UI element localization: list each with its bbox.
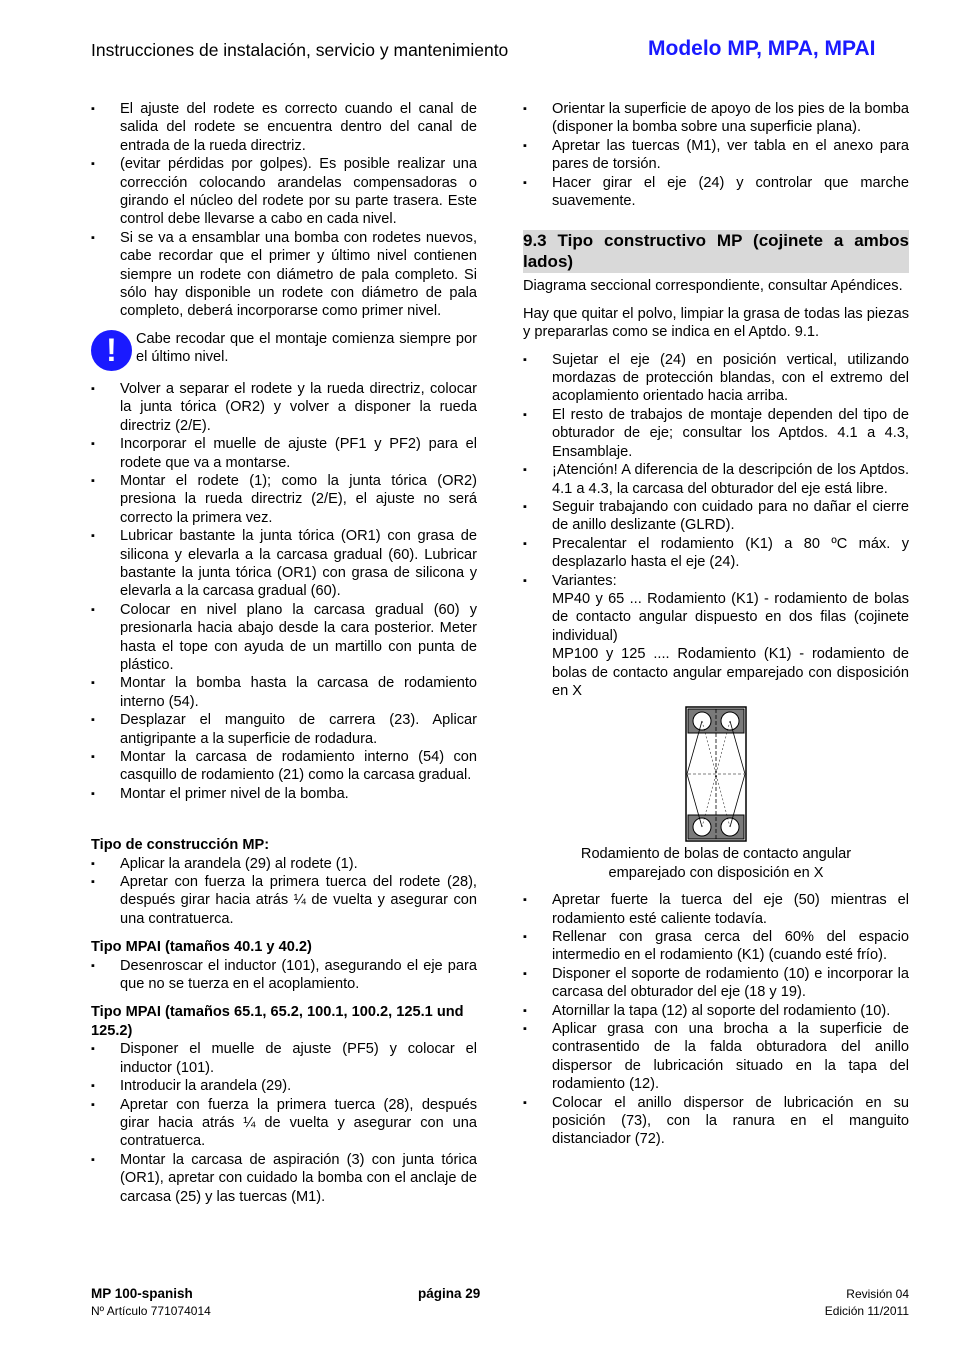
list-item-variants (523, 572, 909, 701)
list-item: ▪ Incorporar el muelle de ajuste (PF1 y PF2) para el rodete que va a montarse. (91, 435, 477, 472)
list-orient (523, 100, 909, 210)
footer-article: Nº Artículo 771074014 (91, 1304, 211, 1318)
model-title: Modelo MP, MPA, MPAI (648, 37, 876, 60)
list-item: ▪ Rellenar con grasa cerca del 60% del espacio intermedio en el rodamiento (K1) (cuando esté frío). (523, 928, 909, 965)
list-item: ▪ Apretar con fuerza la primera tuerca (28), después girar hacia atrás ¼ de vuelta y asegurar con una contratuerca. (91, 1096, 477, 1151)
list-item: ▪ Volver a separar el rodete y la rueda directriz, colocar la junta tórica (OR2) y volver a disponer la rueda directriz (2/E). (91, 380, 477, 435)
list-item: ▪ Desplazar el manguito de carrera (23). Aplicar antigripante a la superficie de rodadura. (91, 711, 477, 748)
header-title: Instrucciones de instalación, servicio y mantenimiento (91, 40, 509, 60)
list-item: ▪ (evitar pérdidas por golpes). Es posible realizar una corrección colocando arandelas compensadoras o girando el núcleo del rodete por su parte trasera. Este control debe llevarse a cabo en cada nivel. (91, 155, 477, 229)
list-item: ▪ Desenroscar el inductor (101), asegurando el eje para que no se tuerza en el acoplamiento. (91, 957, 477, 994)
list-item: ▪ Hacer girar el eje (24) y controlar que marche suavemente. (523, 174, 909, 211)
list-item: ▪ Montar el rodete (1); como la junta tórica (OR2) presiona la rueda directriz (2/E), el ajuste no será correcto la primera vez. (91, 472, 477, 527)
note-text: Cabe recodar que el montaje comienza siempre por el último nivel. (136, 330, 477, 366)
section-title: 9.3 Tipo constructivo MP (cojinete a ambos lados) (523, 231, 909, 272)
footer-doc: MP 100-spanish (91, 1286, 193, 1301)
list-item: ▪ Seguir trabajando con cuidado para no dañar el cierre de anillo deslizante (GLRD). (523, 498, 909, 535)
list-item: ▪ Apretar con fuerza la primera tuerca del rodete (28), después girar hacia atrás ¼ de vuelta y asegurar con una contratuerca. (91, 873, 477, 928)
list-item: ▪ Montar la carcasa de aspiración (3) con junta tórica (OR1), apretar con cuidado la bomba con el anclaje de carcasa (25) y las tuercas (M1). (91, 1151, 477, 1206)
list-item: ▪ Montar la bomba hasta la carcasa de rodamiento interno (54). (91, 674, 477, 711)
list-item: ▪ ¡Atención! A diferencia de la descripción de los Aptdos. 4.1 a 4.3, la carcasa del obturador del eje está libre. (523, 461, 909, 498)
right-column (523, 100, 909, 1149)
list-item: ▪ Precalentar el rodamiento (K1) a 80 ºC máx. y desplazarlo hasta el eje (24). (523, 535, 909, 572)
footer-page: página 29 (418, 1286, 481, 1301)
list-final (523, 891, 909, 1149)
footer-revision: Revisión 04 (846, 1287, 909, 1301)
list-mpai-1 (91, 957, 477, 994)
list-item: ▪ El ajuste del rodete es correcto cuando el canal de salida del rodete se encuentra dentro del canal de entrada de la rueda directriz. (91, 100, 477, 155)
list-item: ▪ Introducir la arandela (29). (91, 1077, 477, 1095)
list-assembly (91, 380, 477, 803)
list-item: ▪ Montar la carcasa de rodamiento interno (54) con casquillo de rodamiento (21) como la carcasa gradual. (91, 748, 477, 785)
list-item: ▪ Colocar en nivel plano la carcasa gradual (60) y presionarla hacia abajo desde la cara posterior. Meter hasta el tope con ayuda de un martillo con punta de plástico. (91, 601, 477, 675)
paragraph-cleaning: Hay que quitar el polvo, limpiar la grasa de todas las piezas y prepararlas como se indica en el Aptdo. 9.1. (523, 305, 909, 341)
list-item: ▪ Orientar la superficie de apoyo de los pies de la bomba (disponer la bomba sobre una superficie plana). (523, 100, 909, 137)
note-box (91, 330, 477, 371)
list-item: ▪ Apretar las tuercas (M1), ver tabla en el anexo para pares de torsión. (523, 137, 909, 174)
list-mpai-2 (91, 1040, 477, 1206)
variant-1: MP40 y 65 ... Rodamiento (K1) - rodamiento de bolas de contacto angular dispuesto en dos filas (cojinete individual) (552, 590, 909, 644)
list-intro (91, 100, 477, 321)
footer-edition: Edición 11/2011 (824, 1304, 909, 1318)
list-item: ▪ El resto de trabajos de montaje dependen del tipo de obturador de eje; consultar los Aptdos. 4.1 a 4.3, Ensamblaje. (523, 406, 909, 461)
list-item: ▪ Si se va a ensamblar una bomba con rodetes nuevos, cabe recordar que el primer y último nivel contienen siempre un rodete con diámetro de pala completo. Si sólo hay disponible un rodete con diámetro de pala completo, deberá incorporarse como primer nivel. (91, 229, 477, 321)
bearing-diagram (685, 706, 747, 842)
list-item: ▪ Colocar el anillo dispersor de lubricación en su posición (73), con la ranura en el manguito distanciador (72). (523, 1094, 909, 1149)
list-item: ▪ Disponer el soporte de rodamiento (10) e incorporar la carcasa del obturador del eje (18 y 19). (523, 965, 909, 1002)
paragraph-diagram: Diagrama seccional correspondiente, consultar Apéndices. (523, 278, 903, 295)
left-column (91, 100, 477, 1206)
warning-icon: ! (91, 330, 132, 371)
bearing-figure (523, 706, 909, 842)
figure-caption (523, 845, 909, 882)
variant-2: MP100 y 125 .... Rodamiento (K1) - rodamiento de bolas de contacto angular emparejado con disposición en X (552, 646, 909, 699)
list-item: ▪ Aplicar grasa con una brocha a la superficie de contrasentido de la falda obturadora del anillo dispersor de lubricación situado en la tapa del rodamiento (12). (523, 1020, 909, 1094)
heading-mp: Tipo de construcción MP: (91, 837, 270, 854)
list-item: ▪ Apretar fuerte la tuerca del eje (50) mientras el rodamiento esté caliente todavía. (523, 891, 909, 928)
list-shaft (523, 351, 909, 701)
list-item: ▪ Lubricar bastante la junta tórica (OR1) con grasa de silicona y elevarla a la carcasa gradual (60). Lubricar bastante la junta tórica (OR1) con grasa de silicona y elevarla a la carcasa gradual (60). (91, 527, 477, 601)
heading-mpai-1: Tipo MPAI (tamaños 40.1 y 40.2) (91, 939, 312, 956)
list-mp (91, 855, 477, 929)
list-item: ▪ Disponer el muelle de ajuste (PF5) y colocar el inductor (101). (91, 1040, 477, 1077)
variants-label: ▪ Variantes: (552, 572, 617, 589)
list-item: ▪ Sujetar el eje (24) en posición vertical, utilizando mordazas de protección blandas, con el extremo del acoplamiento orientado hacia arriba. (523, 351, 909, 406)
list-item: ▪ Aplicar la arandela (29) al rodete (1). (91, 855, 477, 873)
list-item: ▪ Atornillar la tapa (12) al soporte del rodamiento (10). (523, 1002, 909, 1020)
heading-mpai-2: Tipo MPAI (tamaños 65.1, 65.2, 100.1, 100.2, 125.1 und 125.2) (91, 1004, 464, 1039)
list-item: ▪ Montar el primer nivel de la bomba. (91, 785, 477, 803)
caption-line-2: emparejado con disposición en X (608, 864, 824, 881)
caption-line-1: Rodamiento de bolas de contacto angular (580, 846, 852, 863)
